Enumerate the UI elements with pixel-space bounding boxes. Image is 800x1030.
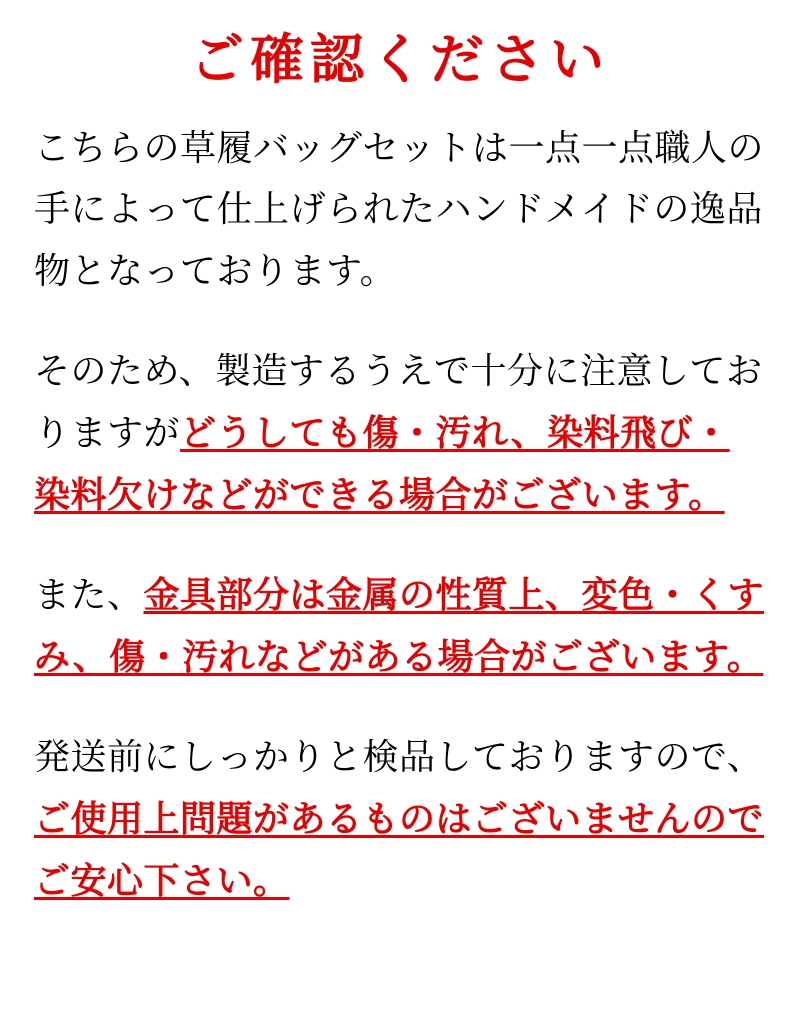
paragraph-metal-parts-note <box>34 565 766 689</box>
paragraph-text-plain: また、 <box>34 574 144 616</box>
page-title: ご確認ください <box>190 28 610 91</box>
paragraph-text-plain: 発送前にしっかりと検品しておりますので、 <box>34 736 764 778</box>
paragraph-text-plain: そのため、製造するうえで十分に注意しておりますが <box>34 351 763 455</box>
warning-text-highlighted: 金具部分は金属の性質上、変色・くすみ、傷・汚れなどがある場合がございます。 <box>34 574 765 678</box>
reassurance-text-highlighted: ご使用上問題があるものはございませんのでご安心下さい。 <box>34 798 765 902</box>
paragraph-manufacture-note <box>34 341 766 527</box>
paragraph-intro <box>34 118 766 304</box>
warning-text-highlighted: どうしても傷・汚れ、染料飛び・染料欠けなどができる場合がございます。 <box>34 413 730 517</box>
paragraph-inspection-note <box>34 727 766 913</box>
paragraph-text-plain: こちらの草履バッグセットは一点一点職人の手によって仕上げられたハンドメイドの逸品物となっております。 <box>34 127 765 293</box>
